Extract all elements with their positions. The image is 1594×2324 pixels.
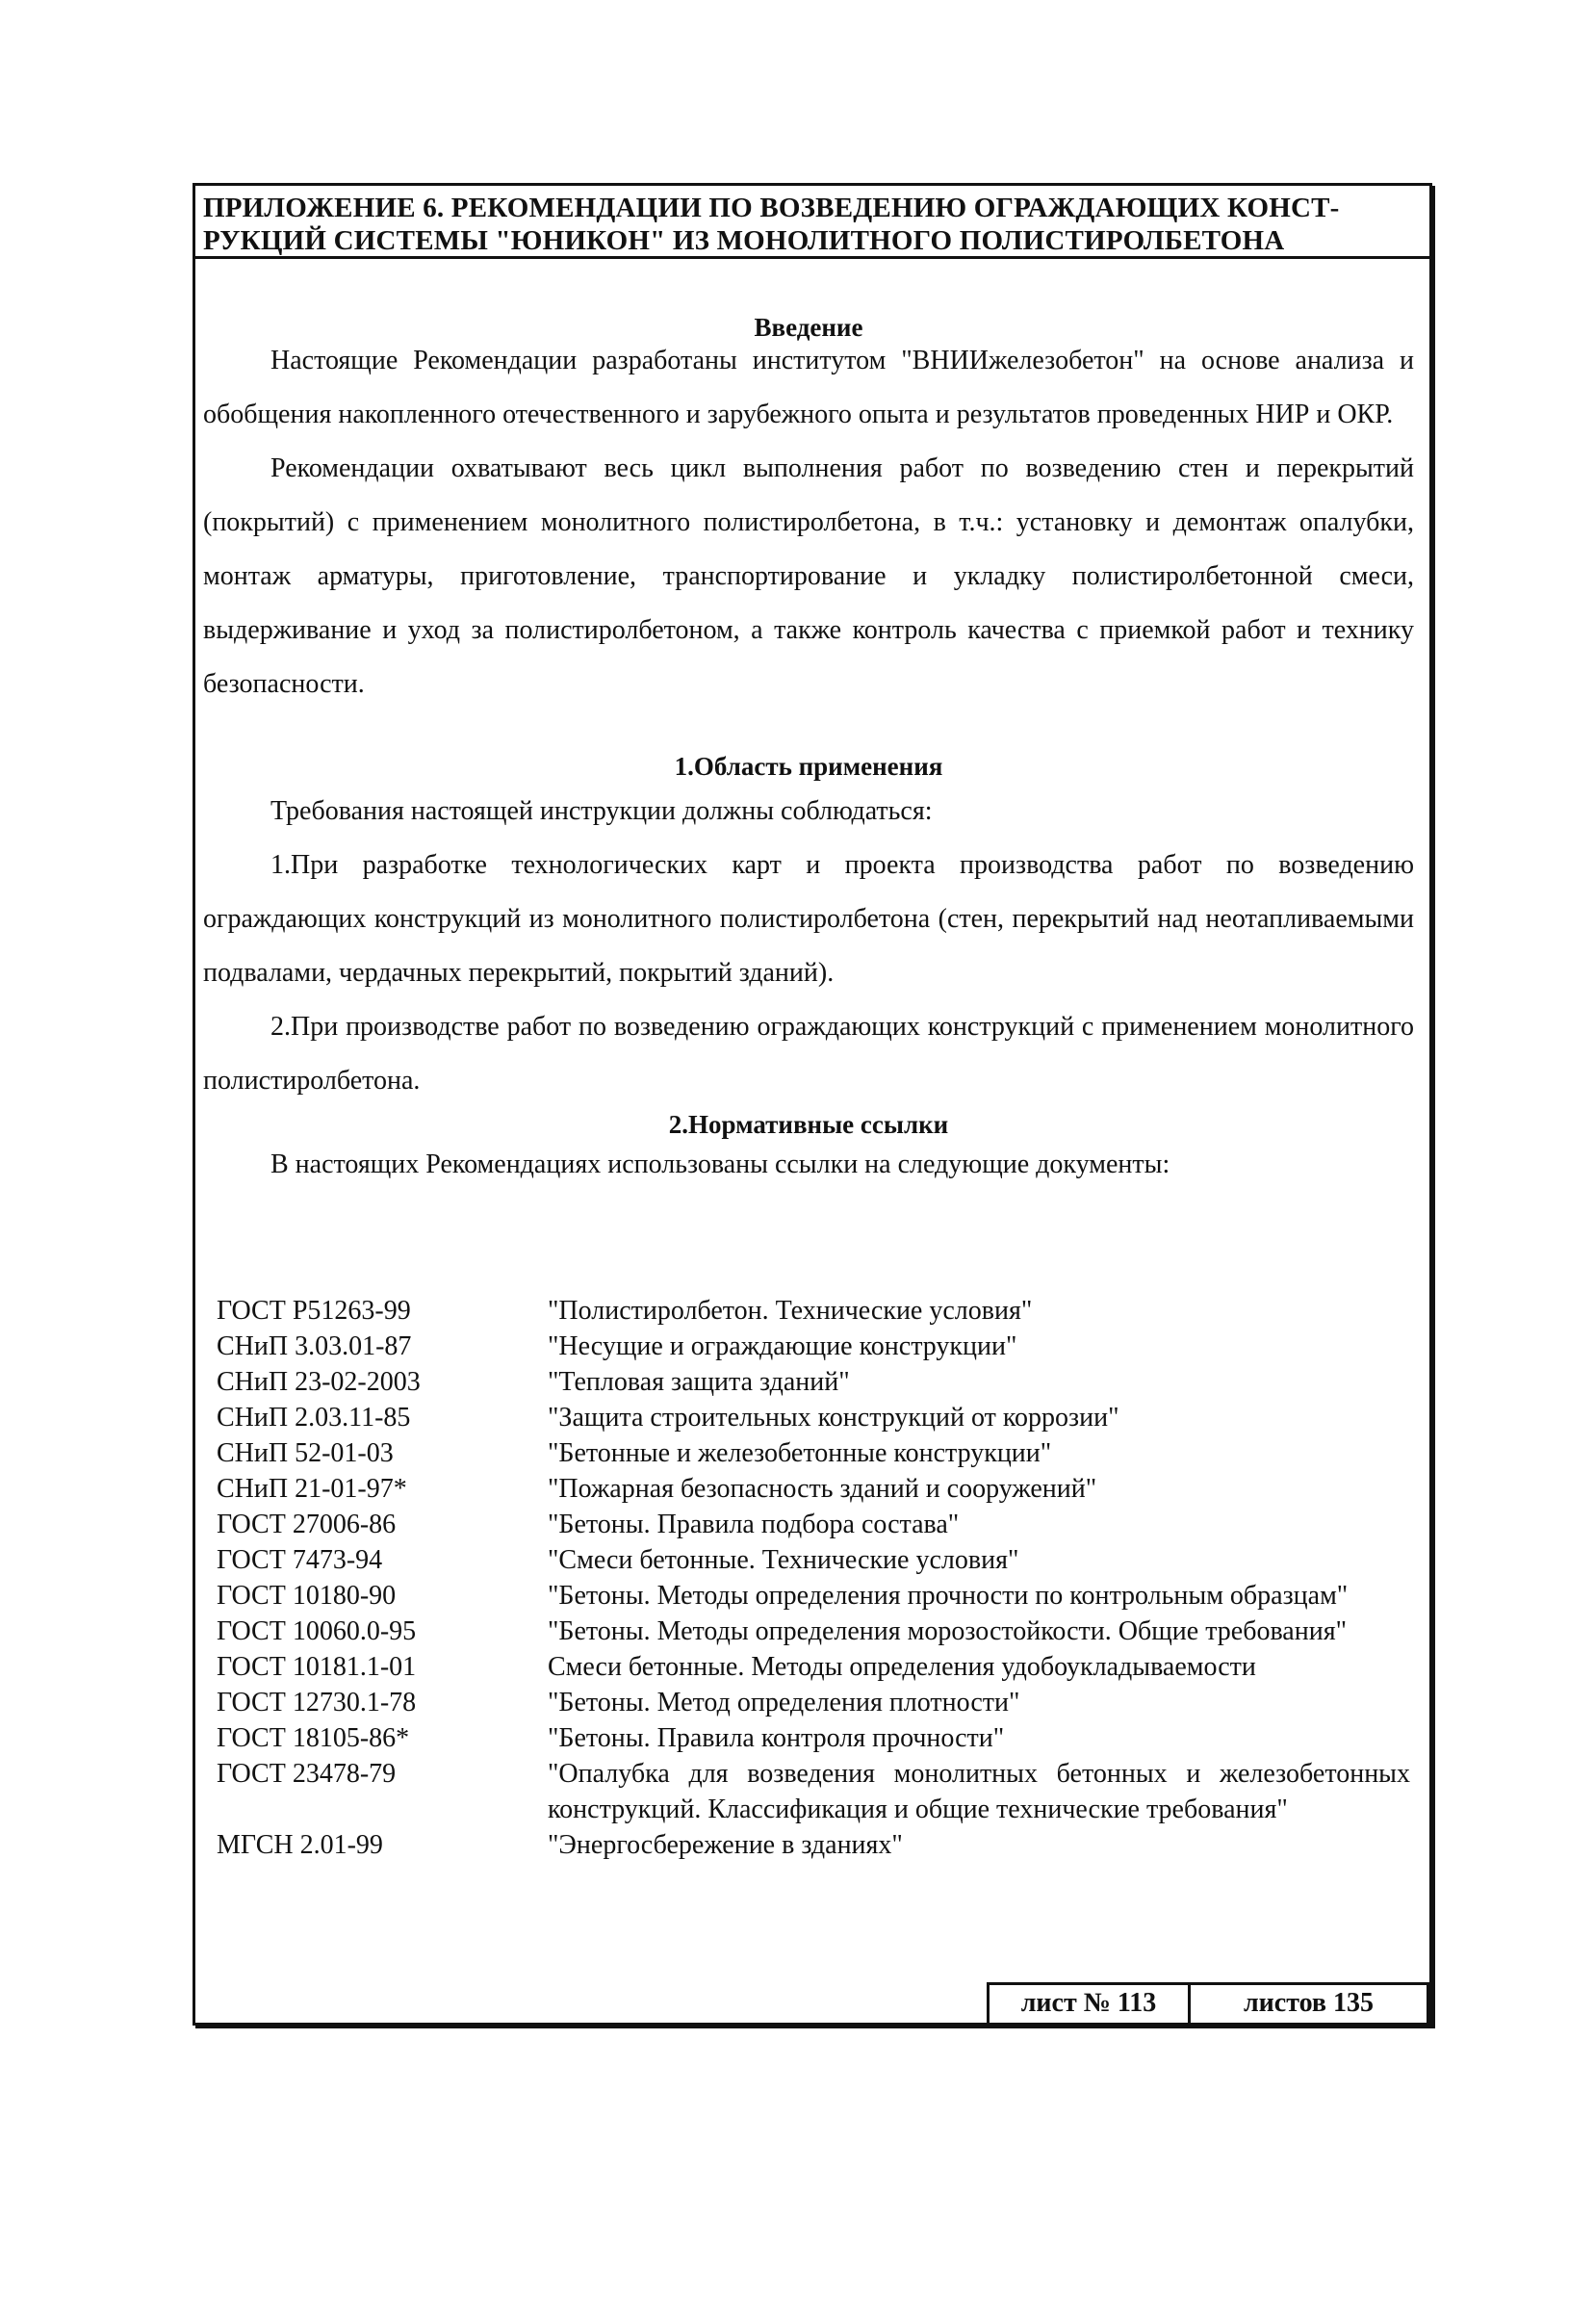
- appendix-header: [195, 186, 1429, 259]
- reference-row: [217, 1542, 1410, 1578]
- reference-row: [217, 1649, 1410, 1685]
- reference-title: "Бетоны. Методы определения прочности по контрольным образцам": [548, 1581, 1349, 1611]
- intro-heading: Введение: [754, 313, 863, 342]
- normative-heading: 2.Нормативные ссылки: [668, 1110, 949, 1139]
- reference-title: "Энергосбережение в зданиях": [548, 1830, 903, 1860]
- reference-code: ГОСТ 23478-79: [217, 1759, 397, 1789]
- sheet-total: листов 135: [1188, 1982, 1429, 2023]
- reference-title: "Смеси бетонные. Технические условия": [548, 1545, 1019, 1575]
- reference-title: "Защита строительных конструкций от коррозии": [548, 1403, 1119, 1433]
- intro-paragraph-1: Настоящие Рекомендации разработаны институтом "ВНИИжелезобетон" на основе анализа и обобщения накопленного отечественного и зарубежного опыта и результатов проведенных НИР и ОКР.: [203, 346, 1414, 429]
- reference-code: СНиП 23-02-2003: [217, 1367, 421, 1397]
- references-list: [217, 1293, 1410, 1863]
- reference-code: ГОСТ Р51263-99: [217, 1296, 411, 1326]
- document-body: [203, 311, 1414, 1189]
- reference-row: [217, 1293, 1410, 1329]
- reference-code: ГОСТ 10180-90: [217, 1581, 397, 1611]
- scope-paragraph-1: Требования настоящей инструкции должны соблюдаться:: [270, 796, 933, 826]
- reference-code: ГОСТ 18105-86*: [217, 1723, 410, 1753]
- reference-title: "Несущие и ограждающие конструкции": [548, 1331, 1017, 1361]
- reference-title: "Опалубка для возведения монолитных бетонных и железобетонных конструкций. Классификация и общие технические требования": [548, 1759, 1410, 1824]
- reference-title: "Бетоны. Правила подбора состава": [548, 1510, 960, 1539]
- intro-paragraph-2: Рекомендации охватывают весь цикл выполнения работ по возведению стен и перекрытий (покрытий) с применением монолитного полистиролбетона, в т.ч.: установку и демонтаж опалубки, монтаж арматуры, приготовление, транспортирование и укладку полистиролбетонной смеси, выдерживание и уход за полистиролбетоном, а также контроль качества с приемкой работ и технику безопасности.: [203, 453, 1414, 699]
- scope-paragraph-2: 1.При разработке технологических карт и проекта производства работ по возведению ограждающих конструкций из монолитного полистиролбетона (стен, перекрытий над неотапливаемыми подвалами, чердачных перекрытий, покрытий зданий).: [203, 850, 1414, 988]
- normative-intro: В настоящих Рекомендациях использованы ссылки на следующие документы:: [270, 1149, 1170, 1179]
- reference-code: ГОСТ 10181.1-01: [217, 1652, 417, 1682]
- reference-title: "Бетонные и железобетонные конструкции": [548, 1438, 1052, 1468]
- reference-code: ГОСТ 7473-94: [217, 1545, 383, 1575]
- reference-row: [217, 1720, 1410, 1756]
- page-frame: [193, 183, 1432, 2026]
- reference-row: [217, 1614, 1410, 1649]
- reference-code: СНиП 2.03.11-85: [217, 1403, 411, 1433]
- reference-title: Смеси бетонные. Методы определения удобоукладываемости: [548, 1652, 1256, 1682]
- reference-row: [217, 1827, 1410, 1863]
- reference-code: СНиП 21-01-97*: [217, 1474, 407, 1504]
- scope-paragraph-3: 2.При производстве работ по возведению ограждающих конструкций с применением монолитного полистиролбетона.: [203, 1012, 1414, 1096]
- reference-code: МГСН 2.01-99: [217, 1830, 383, 1860]
- reference-title: "Тепловая защита зданий": [548, 1367, 850, 1397]
- reference-row: [217, 1435, 1410, 1471]
- header-line-1: ПРИЛОЖЕНИЕ 6. РЕКОМЕНДАЦИИ ПО ВОЗВЕДЕНИЮ ОГРАЖДАЮЩИХ КОНСТ-: [203, 193, 1340, 223]
- reference-code: СНиП 3.03.01-87: [217, 1331, 412, 1361]
- reference-title: "Бетоны. Правила контроля прочности": [548, 1723, 1005, 1753]
- sheet-number: лист № 113: [987, 1982, 1191, 2023]
- reference-row: [217, 1578, 1410, 1614]
- header-line-2: РУКЦИЙ СИСТЕМЫ "ЮНИКОН" ИЗ МОНОЛИТНОГО ПОЛИСТИРОЛБЕТОНА: [203, 225, 1285, 256]
- reference-row: [217, 1756, 1410, 1827]
- reference-row: [217, 1329, 1410, 1364]
- reference-title: "Бетоны. Метод определения плотности": [548, 1688, 1020, 1717]
- reference-code: ГОСТ 27006-86: [217, 1510, 397, 1539]
- reference-code: СНиП 52-01-03: [217, 1438, 394, 1468]
- reference-title: "Пожарная безопасность зданий и сооружений": [548, 1474, 1097, 1504]
- reference-code: ГОСТ 10060.0-95: [217, 1616, 417, 1646]
- reference-row: [217, 1471, 1410, 1507]
- reference-row: [217, 1364, 1410, 1400]
- reference-row: [217, 1685, 1410, 1720]
- reference-title: "Бетоны. Методы определения морозостойкости. Общие требования": [548, 1616, 1348, 1646]
- reference-row: [217, 1507, 1410, 1542]
- reference-title: "Полистиролбетон. Технические условия": [548, 1296, 1033, 1326]
- scope-heading: 1.Область применения: [674, 752, 943, 781]
- reference-code: ГОСТ 12730.1-78: [217, 1688, 417, 1717]
- reference-row: [217, 1400, 1410, 1435]
